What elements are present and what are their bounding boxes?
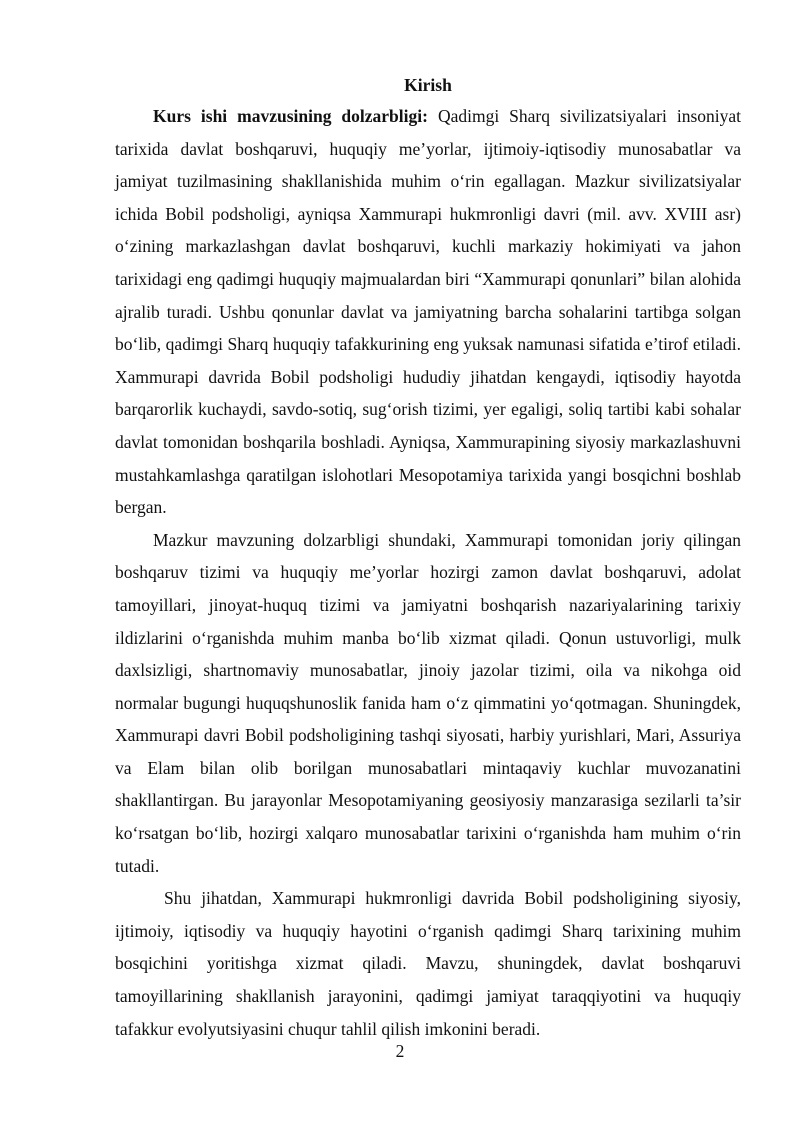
page-number: 2 xyxy=(395,1041,405,1061)
paragraph-conclusion: Shu jihatdan, Xammurapi hukmronligi davrida Bobil podsholigining siyosiy, ijtimoiy, iqtisodiy va huquqiy hayotini o‘rganish qadimgi Sharq tarixining muhim bosqichini yoritishga xizmat qiladi. Mavzu, shuningdek, davlat boshqaruvi tamoyillarining shakllanish jarayonini, qadimgi jamiyat taraqqiyotini va huquqiy tafakkur evolyutsiyasini chuqur tahlil qilish imkonini beradi. xyxy=(115,888,741,1039)
section-title: Kirish xyxy=(404,75,452,95)
paragraph-significance: Mazkur mavzuning dolzarbligi shundaki, Xammurapi tomonidan joriy qilingan boshqaruv tizimi va huquqiy me’yorlar hozirgi zamon davlat boshqaruvi, adolat tamoyillari, jinoyat-huquq tizimi va jamiyatni boshqarish nazariyalarining tarixiy ildizlarini o‘rganishda muhim manba bo‘lib xizmat qiladi. Qonun ustuvorligi, mulk daxlsizligi, shartnomaviy munosabatlar, jinoiy jazolar tizimi, oila va nikohga oid normalar bugungi huquqshunoslik fanida ham o‘z qimmatini yo‘qotmagan. Shuningdek, Xammurapi davri Bobil podsholigining tashqi siyosati, harbiy yurishlari, Mari, Assuriya va Elam bilan olib borilgan munosabatlari mintaqaviy kuchlar muvozanatini shakllantirgan. Bu jarayonlar Mesopotamiyaning geosiyosiy manzarasiga sezilarli ta’sir ko‘rsatgan bo‘lib, hozirgi xalqaro munosabatlar tarixini o‘rganishda ham muhim o‘rin tutadi. xyxy=(115,529,741,876)
document-page xyxy=(115,72,741,1045)
paragraph-relevance xyxy=(115,100,741,524)
paragraph-lead: Kurs ishi mavzusining dolzarbligi: xyxy=(153,106,428,126)
paragraph-text: Qadimgi Sharq sivilizatsiyalari insoniyat tarixida davlat boshqaruvi, huquqiy me’yorlar, ijtimoiy-iqtisodiy munosabatlar va jamiyat tuzilmasining shakllanishida muhim o‘rin egallagan. Mazkur sivilizatsiyalar ichida Bobil podsholigi, ayniqsa Xammurapi hukmronligi davri (mil. avv. XVIII asr) o‘zining markazlashgan davlat boshqaruvi, kuchli markaziy hokimiyati va jahon tarixidagi eng qadimgi huquqiy majmualardan biri “Xammurapi qonunlari” bilan alohida ajralib turadi. Ushbu qonunlar davlat va jamiyatning barcha sohalarini tartibga solgan bo‘lib, qadimgi Sharq huquqiy tafakkurining eng yuksak namunasi sifatida e’tirof etiladi. Xammurapi davrida Bobil podsholigi hududiy jihatdan kengaydi, iqtisodiy hayotda barqarorlik kuchaydi, savdo-sotiq, sug‘orish tizimi, yer egaligi, soliq tartibi kabi sohalar davlat tomonidan boshqarila boshladi. Ayniqsa, Xammurapining siyosiy markazlashuvni mustahkamlashga qaratilgan islohotlari Mesopotamiya tarixida yangi bosqichni boshlab bergan. xyxy=(115,106,741,518)
